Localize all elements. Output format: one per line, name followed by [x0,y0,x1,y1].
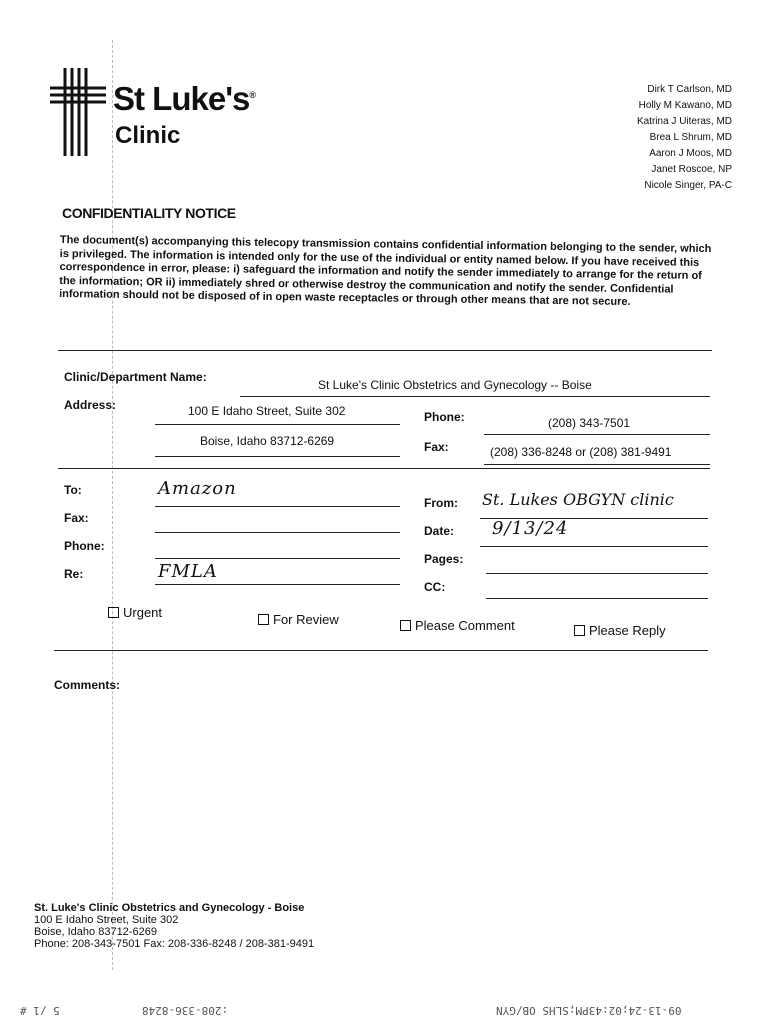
provider-list [512,82,732,194]
for-review-checkbox[interactable] [258,612,339,627]
checkbox-icon [400,620,411,631]
urgent-label: Urgent [123,605,163,620]
field-line [240,396,710,397]
from-value: St. Lukes OBGYN clinic [482,490,674,509]
phone-label: Phone: [424,410,465,424]
footer-address [34,902,314,950]
please-comment-checkbox[interactable] [400,618,515,633]
checkbox-icon [574,625,585,636]
fax-value: (208) 336-8248 or (208) 381-9491 [490,445,672,459]
address-line2: Boise, Idaho 83712-6269 [200,434,335,448]
fax-to-label: Fax: [64,511,89,525]
provider-name: Nicole Singer, PA-C [644,180,732,191]
please-reply-checkbox[interactable] [574,623,666,638]
please-comment-label: Please Comment [415,618,515,633]
please-reply-label: Please Reply [589,623,666,638]
confidentiality-body: The document(s) accompanying this telecopy transmission contains confidential information belonging to the sender, which is privileged. The information is intended only for the use of the individual or entity named below. If you have received this correspondence in error, please: i) safeguard the information and notify the sender immediately to arrange for the return of the information; OR ii) immediately shred or otherwise destroy the communication and notify the sender. Confidential information should not be disposed of in open waste receptacles or through other means that are not secure. [59,234,712,308]
divider [58,468,710,469]
footer-clinic-name: St. Luke's Clinic Obstetrics and Gynecology - Boise [34,902,305,914]
clinic-logo-subtitle: Clinic [115,122,181,149]
divider [54,650,708,651]
phone-to-label: Phone: [64,539,105,553]
to-value: Amazon [158,478,237,499]
cc-label: CC: [424,580,446,594]
provider-name: Aaron J Moos, MD [649,148,732,159]
dept-label: Clinic/Department Name: [64,370,207,384]
re-label: Re: [64,567,84,581]
fax-label: Fax: [424,440,449,454]
clinic-logo-name: St Luke's® [113,80,256,117]
provider-name: Holly M Kawano, MD [638,100,732,111]
provider-name: Janet Roscoe, NP [651,164,732,175]
re-value: FMLA [158,561,218,582]
field-line [484,464,710,465]
field-line [155,532,400,533]
address-label: Address: [64,398,117,412]
confidentiality-title: CONFIDENTIALITY NOTICE [62,205,236,221]
pages-label: Pages: [424,552,464,566]
field-line [484,434,710,435]
date-value: 9/13/24 [492,518,569,539]
field-line [155,424,400,425]
fax-header-pages: 5 /1 # [20,1004,60,1017]
field-line [480,546,708,547]
phone-value: (208) 343-7501 [548,416,631,430]
fax-header-timestamp: 09-13-24;02:43PM;SLHS OB/GYN [496,1004,682,1017]
fold-line [112,40,113,970]
field-line [486,573,708,574]
field-line [486,598,708,599]
footer-contact: Phone: 208-343-7501 Fax: 208-336-8248 / 208-381-9491 [34,938,315,950]
date-label: Date: [424,524,455,538]
fax-header-number: :208-336-8248 [142,1004,229,1017]
field-line [155,456,400,457]
field-line [155,558,400,559]
field-line [155,584,400,585]
dept-value: St Luke's Clinic Obstetrics and Gynecology -- Boise [318,378,592,392]
to-label: To: [64,483,82,497]
from-label: From: [424,496,458,510]
comments-label: Comments: [54,678,121,692]
urgent-checkbox[interactable] [108,605,162,620]
for-review-label: For Review [273,612,339,627]
footer-street: 100 E Idaho Street, Suite 302 [34,914,179,926]
provider-name: Dirk T Carlson, MD [647,84,732,95]
checkbox-icon [108,607,119,618]
checkbox-icon [258,614,269,625]
provider-name: Brea L Shrum, MD [649,132,732,143]
footer-city: Boise, Idaho 83712-6269 [34,926,157,938]
clinic-cross-logo [48,66,110,158]
address-line1: 100 E Idaho Street, Suite 302 [188,404,346,418]
field-line [155,506,400,507]
divider [58,350,712,351]
provider-name: Katrina J Uiteras, MD [636,116,732,127]
